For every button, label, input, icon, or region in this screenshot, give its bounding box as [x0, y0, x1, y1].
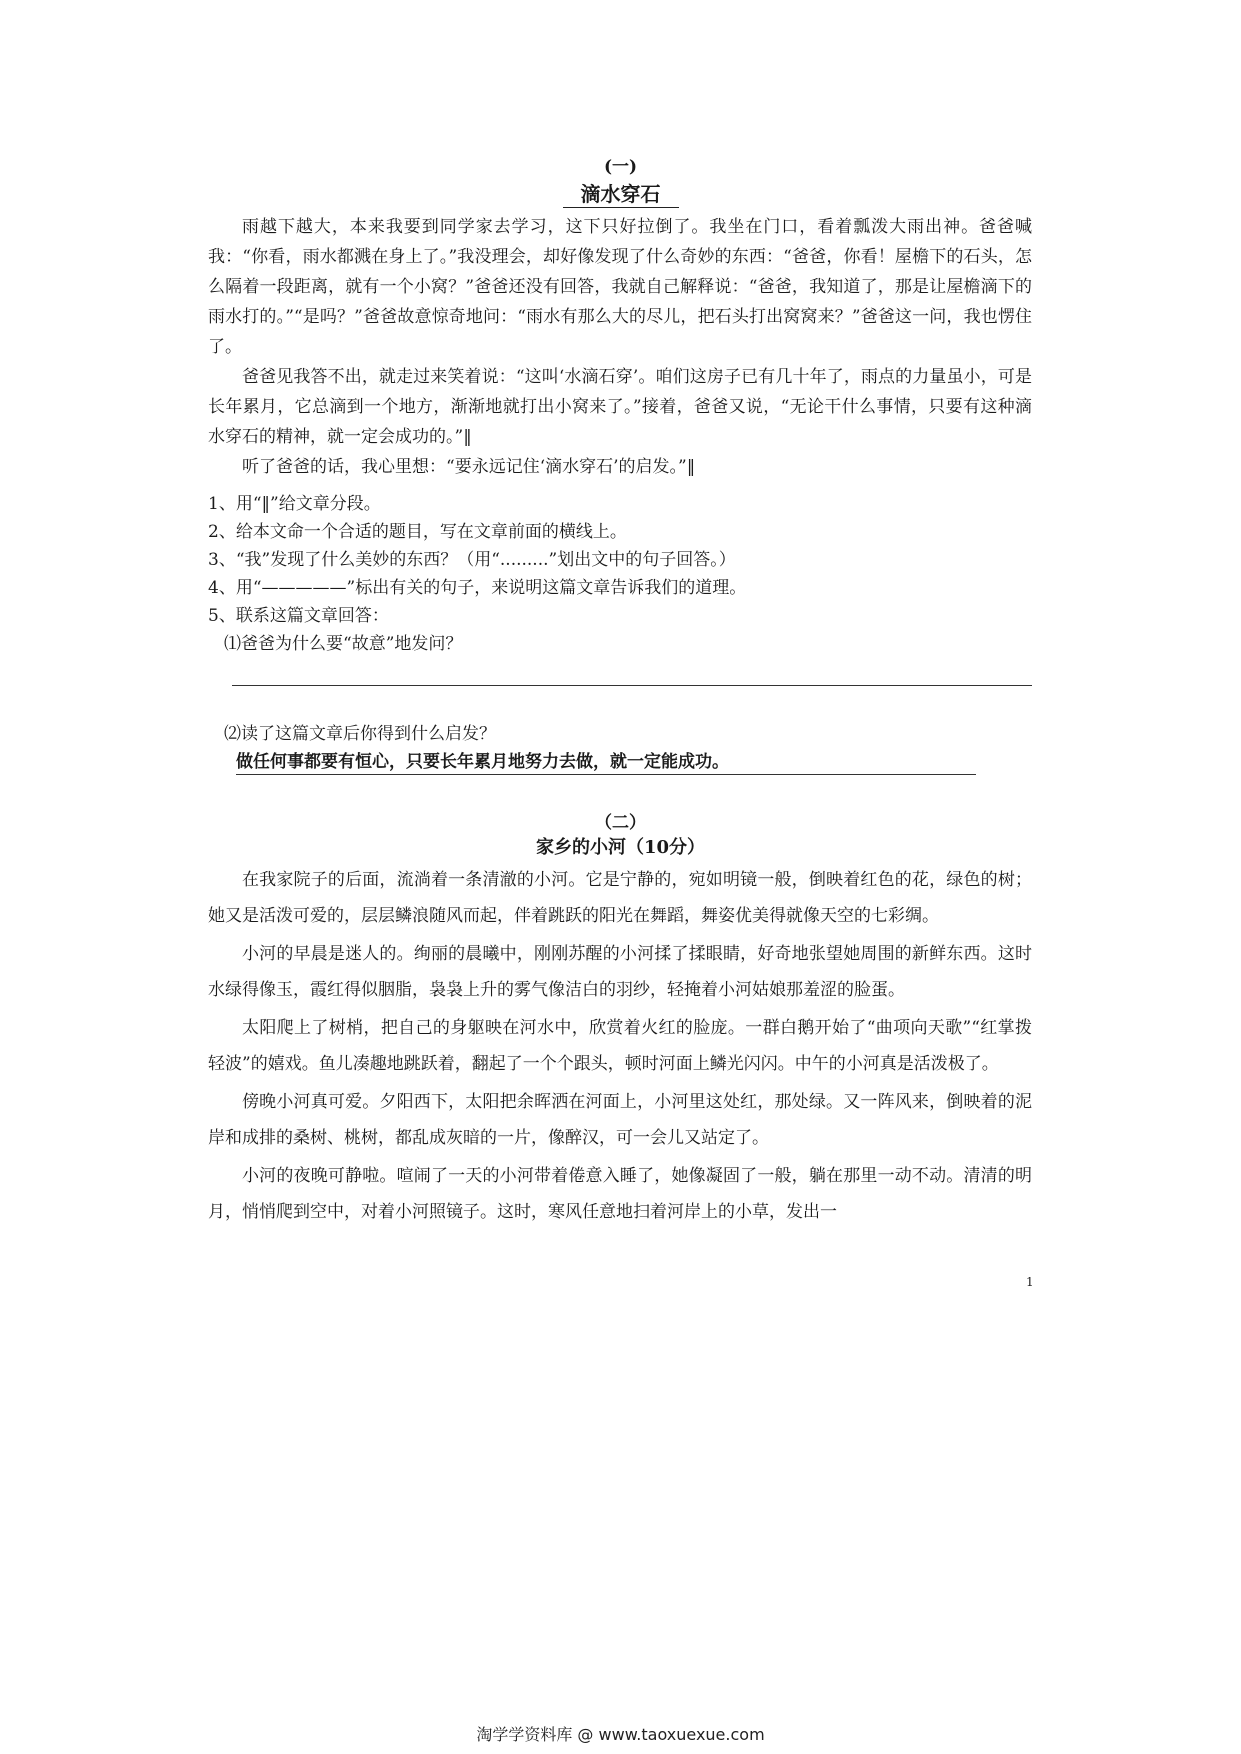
footer-watermark: 淘学学资料库 @ www.taoxuexue.com — [476, 1725, 765, 1744]
question: 2、给本文命一个合适的题目，写在文章前面的横线上。 — [208, 522, 627, 542]
question: 4、用“—————”标出有关的句子，来说明这篇文章告诉我们的道理。 — [208, 578, 747, 598]
question: 3、“我”发现了什么美妙的东西？（用“.........”划出文中的句子回答。） — [208, 550, 736, 570]
section-2-passage — [208, 862, 1032, 1232]
section-1-passage — [208, 212, 1032, 482]
sub-question-2: ⑵读了这篇文章后你得到什么启发？ — [224, 724, 496, 744]
paragraph: 傍晚小河真可爱。夕阳西下，太阳把余晖洒在河面上，小河里这处红，那处绿。又一阵风来，倒映着的泥岸和成排的桑树、桃树，都乱成灰暗的一片，像醉汉，可一会儿又站定了。 — [208, 1092, 1032, 1148]
section-2-number: （二） — [595, 813, 646, 833]
page-number: 1 — [1026, 1275, 1034, 1289]
section-1-title — [0, 178, 1241, 208]
section-1-number: (一) — [603, 157, 638, 177]
answer-2-text: 做任何事都要有恒心，只要长年累月地努力去做，就一定能成功。 — [236, 752, 729, 772]
question: 5、联系这篇文章回答： — [208, 606, 389, 626]
section-2-title: 家乡的小河（10分） — [535, 837, 706, 858]
section-1-title-text: 滴水穿石 — [563, 178, 679, 208]
paragraph: 听了爸爸的话，我心里想：“要永远记住‘滴水穿石’的启发。”‖ — [242, 457, 696, 477]
paragraph: 太阳爬上了树梢，把自己的身躯映在河水中，欣赏着火红的脸庞。一群白鹅开始了“曲项向天歌”“红掌拨轻波”的嬉戏。鱼儿凑趣地跳跃着，翻起了一个个跟头，顿时河面上鳞光闪闪。中午的小河真是活泼极了。 — [208, 1018, 1032, 1074]
paragraph: 小河的早晨是迷人的。绚丽的晨曦中，刚刚苏醒的小河揉了揉眼睛，好奇地张望她周围的新鲜东西。这时水绿得像玉，霞红得似胭脂，袅袅上升的雾气像洁白的羽纱，轻掩着小河姑娘那羞涩的脸蛋。 — [208, 944, 1032, 1000]
paragraph: 在我家院子的后面，流淌着一条清澈的小河。它是宁静的，宛如明镜一般，倒映着红色的花，绿色的树；她又是活泼可爱的，层层鳞浪随风而起，伴着跳跃的阳光在舞蹈，舞姿优美得就像天空的七彩绸。 — [208, 870, 1032, 926]
question: 1、用“‖”给文章分段。 — [208, 494, 381, 514]
paragraph: 雨越下越大，本来我要到同学家去学习，这下只好拉倒了。我坐在门口，看着瓢泼大雨出神。爸爸喊我：“你看，雨水都溅在身上了。”我没理会，却好像发现了什么奇妙的东西：“爸爸，你看！屋檐下的石头，怎么隔着一段距离，就有一个小窝？”爸爸还没有回答，我就自己解释说：“爸爸，我知道了，那是让屋檐滴下的雨水打的。”“是吗？”爸爸故意惊奇地问：“雨水有那么大的尽儿，把石头打出窝窝来？”爸爸这一问，我也愣住了。 — [208, 217, 1032, 357]
answer-line-1[interactable] — [232, 685, 1032, 686]
sub-question-1: ⑴爸爸为什么要“故意”地发问？ — [224, 634, 463, 654]
paragraph: 爸爸见我答不出，就走过来笑着说：“这叫‘水滴石穿’。咱们这房子已有几十年了，雨点的力量虽小，可是长年累月，它总滴到一个地方，渐渐地就打出小窝来了。”接着，爸爸又说，“无论干什么事情，只要有这种滴水穿石的精神，就一定会成功的。”‖ — [208, 367, 1032, 447]
paragraph: 小河的夜晚可静啦。喧闹了一天的小河带着倦意入睡了，她像凝固了一般，躺在那里一动不动。清清的明月，悄悄爬到空中，对着小河照镜子。这时，寒风任意地扫着河岸上的小草，发出一 — [208, 1166, 1032, 1222]
section-1-questions — [208, 490, 1032, 658]
answer-line-2[interactable] — [236, 774, 976, 775]
